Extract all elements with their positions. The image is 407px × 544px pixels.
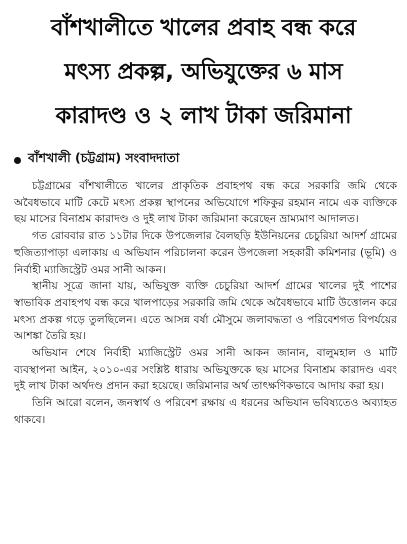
headline xyxy=(6,6,401,138)
paragraph-1: চট্টগ্রামের বাঁশখালীতে খালের প্রাকৃতিক প্রবাহপথ বন্ধ করে সরকারি জমি থেকে অবৈধভাবে মাটি কেটে মৎস্য প্রকল্প স্থাপনের অভিযোগে শফিকুর রহমান নামে এক ব্যক্তিকে ছয় মাসের বিনাশ্রম কারাদণ্ড ও দুই লাখ টাকা জরিমানা করেছেন ভ্রাম্যমাণ আদালত। xyxy=(14,180,397,226)
paragraph-3: স্থানীয় সূত্রে জানা যায়, অভিযুক্ত ব্যক্তি চেচুরিয়া আদর্শ গ্রামের খালের দুই পাশের স্বাভাবিক প্রবাহপথ বন্ধ করে খালপাড়ের সরকারি জমি থেকে অবৈধভাবে মাটি উত্তোলন করে মৎস্য প্রকল্প গড়ে তুলছিলেন। এতে আসন্ন বর্ষা মৌসুমে জলাবদ্ধতা ও পরিবেশগত বিপর্যয়ের আশঙ্কা তৈরি হয়। xyxy=(14,280,397,343)
article-body xyxy=(14,178,397,429)
paragraph-4: অভিযান শেষে নির্বাহী ম্যাজিস্ট্রেট ওমর সানী আকন জানান, বালুমহাল ও মাটি ব্যবস্থাপনা আইন, ২০১০-এর সংশ্লিষ্ট ধারায় অভিযুক্তকে ছয় মাসের বিনাশ্রম কারাদণ্ড এবং দুই লাখ টাকা অর্থদণ্ড প্রদান করা হয়েছে। জরিমানার অর্থ তাৎক্ষণিকভাবে আদায় করা হয়। xyxy=(14,347,397,393)
byline-text: বাঁশখালী (চট্টগ্রাম) সংবাদদাতা xyxy=(28,150,180,165)
byline xyxy=(14,150,179,170)
paragraph-2: গত রোববার রাত ১১টার দিকে উপজেলার বৈলছড়ি ইউনিয়নের চেচুরিয়া আদর্শ গ্রামের হুজিত্যাপাড়া এলাকায় এ অভিযান পরিচালনা করেন উপজেলা সহকারী কমিশনার (ভূমি) ও নির্বাহী ম্যাজিস্ট্রেট ওমর সানী আকন। xyxy=(14,230,397,276)
paragraph-5: তিনি আরো বলেন, জনস্বার্থ ও পরিবেশ রক্ষায় এ ধরনের অভিযান ভবিষ্যতেও অব্যাহত থাকবে। xyxy=(14,397,397,426)
headline-line-2: মৎস্য প্রকল্প, অভিযুক্তের ৬ মাস xyxy=(64,59,343,85)
headline-line-3: কারাদণ্ড ও ২ লাখ টাকা জরিমানা xyxy=(55,103,352,129)
bullet-icon xyxy=(14,157,21,164)
headline-line-1: বাঁশখালীতে খালের প্রবাহ বন্ধ করে xyxy=(51,15,356,41)
